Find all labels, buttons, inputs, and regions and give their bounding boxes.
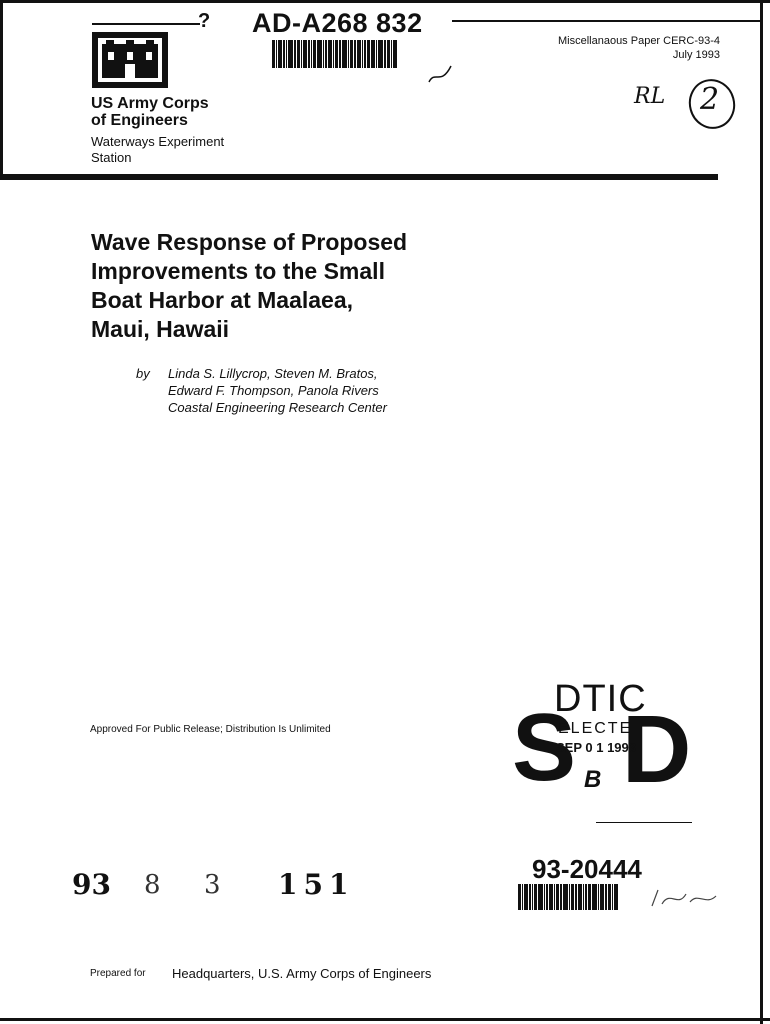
handwritten-circle-number: 2 (700, 82, 720, 117)
header-separator (0, 174, 718, 180)
dtic-agency: DTIC (554, 678, 647, 720)
document-number-part1: 93 (72, 868, 111, 901)
document-title-line3: Boat Harbor at Maalaea, (91, 287, 354, 313)
document-number-part3: 3 (204, 870, 221, 900)
document-title-line4: Maui, Hawaii (91, 316, 230, 342)
dtic-letter-s: S (512, 694, 577, 801)
header-rule-right (452, 20, 760, 22)
dtic-date: SEP 0 1 1993 (556, 740, 636, 755)
document-number-part2: 8 (144, 870, 161, 900)
dtic-stamp-rule (596, 822, 692, 823)
left-border (0, 0, 3, 180)
dtic-letter-d: D (622, 696, 692, 803)
accession-barcode (272, 40, 437, 68)
top-border (0, 0, 770, 3)
authors-affiliation: Coastal Engineering Research Center (168, 400, 387, 415)
organization-sub-line1: Waterways Experiment (91, 134, 225, 149)
bottom-border (0, 1018, 770, 1021)
dtic-electe: ELECTE (558, 720, 633, 737)
authors-line1: Linda S. Lillycrop, Steven M. Bratos, (168, 366, 378, 381)
right-border (760, 0, 763, 1024)
handwritten-initials: RL (634, 84, 666, 109)
organization-name-line2: of Engineers (91, 112, 188, 129)
control-number: 93-20444 (532, 854, 642, 884)
corps-castle-logo (92, 32, 168, 88)
prepared-for-label: Prepared for (90, 968, 146, 979)
handwritten-mark-accession (425, 60, 455, 95)
accession-number: AD-A268 832 (252, 8, 423, 38)
handwritten-mark-barcode (650, 886, 730, 917)
release-statement: Approved For Public Release; Distribution Is Unlimited (90, 724, 331, 735)
document-number-part4: 151 (278, 868, 355, 901)
organization-sub-line2: Station (91, 150, 132, 165)
dtic-grade: B (584, 766, 602, 793)
accession-mark: ? (198, 10, 211, 32)
authors-by: by (136, 366, 150, 381)
report-series: Miscellanaous Paper CERC-93-4 (557, 35, 720, 47)
report-date: July 1993 (672, 49, 720, 61)
header-rule-left (92, 23, 200, 25)
document-title-line1: Wave Response of Proposed (91, 229, 408, 255)
authors-line2: Edward F. Thompson, Panola Rivers (168, 383, 379, 398)
document-title-line2: Improvements to the Small (91, 258, 385, 284)
prepared-for-agency: Headquarters, U.S. Army Corps of Engineers (172, 966, 432, 981)
organization-name-line1: US Army Corps (91, 95, 209, 112)
control-barcode (518, 884, 648, 910)
